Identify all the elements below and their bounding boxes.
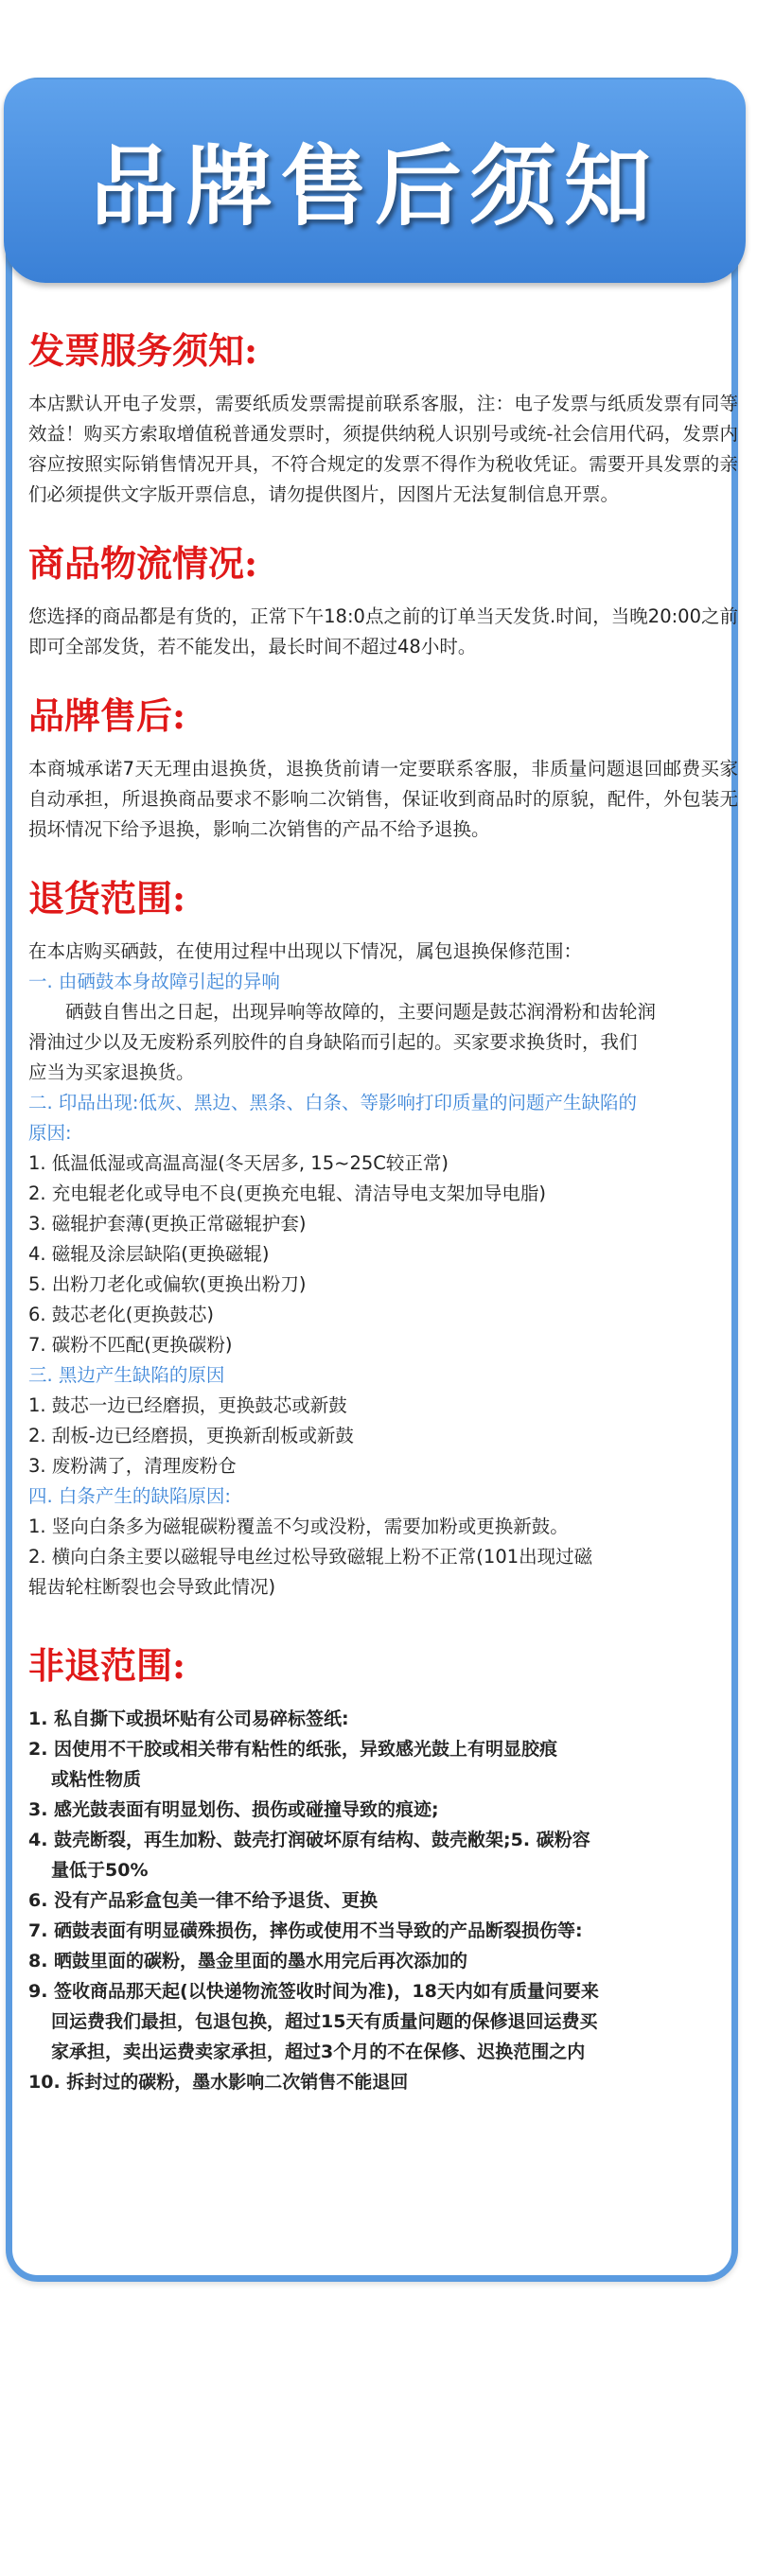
returns-s3-title: 三. 黑边产生缺陷的原因 xyxy=(28,1364,225,1386)
nonreturn-item: 10. 拆封过的碳粉，墨水影响二次销售不能退回 xyxy=(28,2072,409,2093)
returns-s2-item: 6. 鼓芯老化(更换鼓芯) xyxy=(28,1304,215,1325)
content xyxy=(28,312,738,2097)
returns-s2-item: 7. 碳粉不匹配(更换碳粉) xyxy=(28,1334,233,1356)
returns-s1-text-line: 硒鼓自售出之日起，出现异响等故障的，主要问题是鼓芯润滑粉和齿轮润 xyxy=(65,1001,657,1023)
nonreturn-item: 8. 晒鼓里面的碳粉，墨金里面的墨水用完后再次添加的 xyxy=(28,1951,468,1971)
nonreturn-heading: 非退范围: xyxy=(28,1644,186,1687)
returns-intro: 在本店购买硒鼓，在使用过程中出现以下情况，属包退换保修范围： xyxy=(28,940,583,962)
returns-s3-item: 1. 鼓芯一边已经磨损，更换鼓芯或新鼓 xyxy=(28,1394,347,1416)
aftersale-section xyxy=(28,687,738,845)
returns-s2-item: 5. 出粉刀老化或偏软(更换出粉刀) xyxy=(28,1273,307,1295)
nonreturn-item: 7. 硒鼓表面有明显磺殊损伤，摔伤或使用不当导致的产品断裂损伤等: xyxy=(28,1920,583,1941)
returns-section xyxy=(28,869,738,1627)
title-banner xyxy=(4,79,746,283)
returns-s1-title: 一. 由硒鼓本身故障引起的异响 xyxy=(28,971,280,992)
nonreturn-item: 4. 鼓壳断裂，再生加粉、鼓壳打润破坏原有结构、鼓壳敝架;5. 碳粉容 xyxy=(28,1830,590,1850)
nonreturn-section xyxy=(28,1637,738,2097)
returns-s2-title: 原因: xyxy=(28,1122,72,1144)
returns-s3-item: 2. 刮板-边已经磨损，更换新刮板或新鼓 xyxy=(28,1425,354,1446)
invoice-heading: 发票服务须知: xyxy=(28,329,258,372)
invoice-text: 本店默认开电子发票，需要纸质发票需提前联系客服，注：电子发票与纸质发票有同等效益！购买方索取增值税普通发票时，须提供纳税人识别号或统-社会信用代码，发票内容应按照实际销售情况开具，不符合规定的发票不得作为税收凭证。需要开具发票的亲们必须提供文字版开票信息，请勿提供图片，因图片无法复制信息开票。 xyxy=(28,393,738,505)
nonreturn-item: 或粘性物质 xyxy=(51,1769,142,1790)
returns-s3-item: 3. 废粉满了，清理废粉仓 xyxy=(28,1455,237,1477)
nonreturn-item: 家承担，卖出运费卖家承担，超过3个月的不在保修、迟换范围之内 xyxy=(51,2042,586,2062)
nonreturn-item: 6. 没有产品彩盒包美一律不给予退货、更换 xyxy=(28,1890,378,1911)
nonreturn-item: 9. 签收商品那天起(以快递物流签收时间为准)，18天内如有质量问要来 xyxy=(28,1981,599,2002)
returns-s4-item: 辊齿轮柱断裂也会导致此情况) xyxy=(28,1576,276,1598)
nonreturn-item: 3. 感光鼓表面有明显划伤、损伤或碰撞导致的痕迹; xyxy=(28,1799,439,1820)
logistics-section xyxy=(28,534,738,662)
returns-heading: 退货范围: xyxy=(28,877,186,920)
returns-s4-title: 四. 白条产生的缺陷原因: xyxy=(28,1485,231,1507)
returns-s2-item: 2. 充电辊老化或导电不良(更换充电辊、清洁导电支架加导电脂) xyxy=(28,1183,547,1204)
returns-s2-item: 1. 低温低湿或高温高湿(冬天居多, 15~25C较正常) xyxy=(28,1152,449,1174)
returns-s2-item: 4. 磁辊及涂层缺陷(更换磁辊) xyxy=(28,1243,270,1265)
invoice-section xyxy=(28,322,738,510)
logistics-heading: 商品物流情况: xyxy=(28,542,258,585)
page-title: 品牌售后须知 xyxy=(90,135,659,237)
returns-s1-text-line: 滑油过少以及无废粉系列胶件的自身缺陷而引起的。买家要求换货时，我们 xyxy=(28,1031,638,1053)
nonreturn-item: 2. 因使用不干胶或相关带有粘性的纸张，异致感光鼓上有明显胶痕 xyxy=(28,1739,558,1760)
aftersale-heading: 品牌售后: xyxy=(28,694,186,737)
logistics-text: 您选择的商品都是有货的，正常下午18:0点之前的订单当天发货.时间，当晚20:00之前即可全部发货，若不能发出，最长时间不超过48小时。 xyxy=(28,605,738,657)
returns-s2-title: 二. 印品出现:低灰、黑边、黑条、白条、等影响打印质量的问题产生缺陷的 xyxy=(28,1092,637,1113)
nonreturn-item: 回运费我们最担，包退包换，超过15天有质量问题的保修退回运费买 xyxy=(51,2011,598,2032)
returns-s2-item: 3. 磁辊护套薄(更换正常磁辊护套) xyxy=(28,1213,307,1235)
nonreturn-item: 量低于50% xyxy=(51,1860,149,1881)
nonreturn-item: 1. 私自撕下或损坏贴有公司易碎标签纸: xyxy=(28,1709,349,1729)
returns-s4-item: 2. 横向白条主要以磁辊导电丝过松导致磁辊上粉不正常(101出现过磁 xyxy=(28,1546,593,1568)
returns-s4-item: 1. 竖向白条多为磁辊碳粉覆盖不匀或没粉，需要加粉或更换新鼓。 xyxy=(28,1516,569,1537)
aftersale-text: 本商城承诺7天无理由退换货，退换货前请一定要联系客服，非质量问题退回邮费买家自动承担，所退换商品要求不影响二次销售，保证收到商品时的原貌，配件，外包装无损坏情况下给予退换，影响二次销售的产品不给予退换。 xyxy=(28,758,738,840)
returns-s1-text-line: 应当为买家退换货。 xyxy=(28,1061,195,1083)
